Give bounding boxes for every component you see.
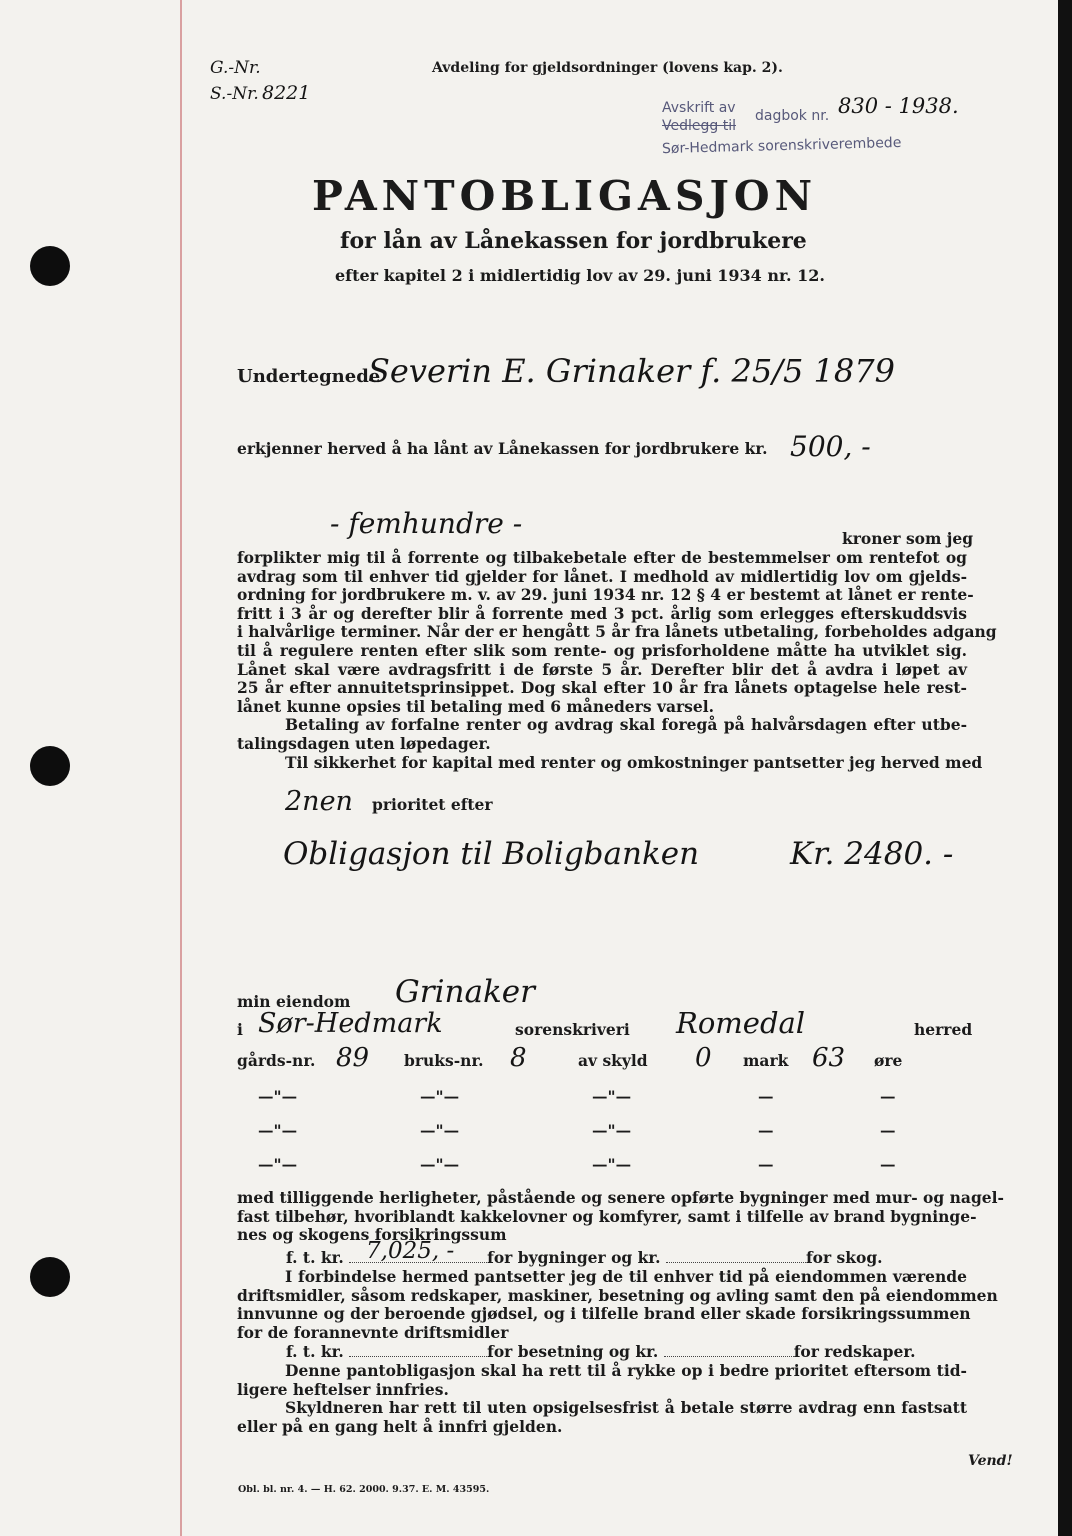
gards-value: 89 [336, 1043, 370, 1073]
ditto-mark: — [758, 1087, 774, 1106]
mark-value: 63 [812, 1043, 846, 1073]
ditto-mark: — [758, 1155, 774, 1174]
operating-line: I forbindelse hermed pantsetter jeg de til enhver tid på eiendommen værende [285, 1267, 967, 1286]
stamp-dagbok-label: dagbok nr. [755, 108, 830, 124]
property-name: Grinaker [395, 974, 535, 1010]
appurtenances-line: fast tilbehør, hvoriblandt kakkelovner og komfyrer, samt i tilfelle av brand bygninge- [237, 1206, 977, 1226]
operating-line: driftsmidler, såsom redskaper, maskiner, besetning og avling samt den på eiendommen [237, 1285, 998, 1305]
snr-value: 8221 [262, 82, 311, 104]
terms-paragraph [237, 548, 997, 772]
bruks-value: 8 [510, 1043, 527, 1073]
ditto-mark: —"— [592, 1155, 632, 1174]
terms-line: i halvårlige terminer. Når der er hengått 5 år fra lånets utbetaling, forbeholdes adgang [237, 622, 997, 642]
turn-over-note: Vend! [968, 1453, 1013, 1469]
insurance2-blank [349, 1344, 487, 1357]
insurance2-mid: for besetning og kr. [487, 1342, 659, 1361]
snr-label: S.-Nr. [210, 84, 259, 104]
kroner-text: kroner som jeg [842, 529, 974, 548]
appurtenances-line: med tilliggende herligheter, påstående og senere opførte bygninger med mur- og nagel- [237, 1188, 1004, 1207]
ditto-mark: —"— [258, 1121, 298, 1140]
insurance1-prefix: f. t. kr. [286, 1248, 344, 1267]
ditto-mark: — [880, 1087, 896, 1106]
ditto-mark: —"— [258, 1087, 298, 1106]
department-heading: Avdeling for gjeldsordninger (lovens kap. 2). [432, 60, 783, 76]
punch-hole [30, 1257, 70, 1297]
insurance1-blank2 [666, 1250, 806, 1263]
stamp-line1: Avskrift av [662, 100, 736, 116]
appurtenances-paragraph [237, 1188, 1004, 1245]
prior-amount: Kr. 2480. - [790, 836, 954, 872]
sorenskriveri-label: sorenskriveri [515, 1020, 630, 1039]
terms-line: lånet kunne opsies til betaling med 6 måneders varsel. [237, 696, 715, 716]
ditto-mark: — [880, 1155, 896, 1174]
form-number: Obl. bl. nr. 4. — H. 62. 2000. 9.37. E. M. 43595. [238, 1484, 490, 1495]
terms-line: 25 år efter annuitetsprinsippet. Dog skal efter 10 år fra lånets optagelse hele rest- [237, 678, 967, 698]
scan-edge [1058, 0, 1072, 1536]
punch-hole [30, 746, 70, 786]
ditto-mark: — [880, 1121, 896, 1140]
ditto-mark: —"— [420, 1121, 460, 1140]
payment-line: Betaling av forfalne renter og avdrag skal foregå på halvårsdagen efter utbe- [285, 715, 967, 735]
stamp-line3: Sør-Hedmark sorenskriverembede [661, 134, 902, 158]
ditto-mark: —"— [258, 1155, 298, 1174]
ore-label: øre [874, 1051, 903, 1070]
insurance2-blank2 [664, 1344, 794, 1357]
document-title: PANTOBLIGASJON [312, 172, 818, 220]
appurtenances-line: nes og skogens forsikringssum [237, 1225, 507, 1245]
operating-paragraph [237, 1267, 998, 1342]
debtor-label: Undertegnede [237, 366, 381, 387]
terms-line: forplikter mig til å forrente og tilbakebetale efter de bestemmelser om rentefot og [237, 548, 967, 567]
operating-line: for de forannevnte driftsmidler [237, 1322, 509, 1342]
priority-clause-line: ligere heftelser innfries. [237, 1379, 449, 1399]
loan-amount: 500, - [790, 430, 871, 463]
loan-amount-words: - femhundre - [330, 507, 523, 540]
ditto-mark: —"— [420, 1155, 460, 1174]
terms-line: ordning for jordbrukere m. v. av 29. juni 1934 nr. 12 § 4 er bestemt at lånet er rente- [237, 585, 974, 605]
insurance2-line [286, 1343, 916, 1362]
margin-line [180, 0, 182, 1536]
priority-number: 2nen [285, 786, 353, 817]
district-value: Sør-Hedmark [258, 1008, 443, 1039]
ditto-mark: —"— [592, 1121, 632, 1140]
payment-line: talingsdagen uten løpedager. [237, 733, 491, 753]
repay-clause-line: Skyldneren har rett til uten opsigelsesfrist å betale større avdrag enn fastsatt [285, 1398, 967, 1418]
insurance2-prefix: f. t. kr. [286, 1342, 344, 1361]
prior-debt: Obligasjon til Boligbanken [283, 836, 700, 872]
security-line: Til sikkerhet for kapital med renter og omkostninger pantsetter jeg herved med [285, 752, 983, 772]
gards-label: gårds-nr. [237, 1051, 316, 1070]
insurance1-amount: 7,025, - [366, 1238, 455, 1264]
insurance1-suffix: for skog. [805, 1248, 883, 1267]
district-prefix: i [237, 1020, 243, 1039]
punch-hole [30, 246, 70, 286]
ditto-mark: —"— [592, 1087, 632, 1106]
skyld-value: 0 [695, 1043, 712, 1073]
mark-label: mark [743, 1051, 789, 1070]
ditto-mark: —"— [420, 1087, 460, 1106]
terms-line: avdrag som til enhver tid gjelder for lånet. I medhold av midlertidig lov om gjelds- [237, 566, 967, 586]
insurance1-mid: for bygninger og kr. [487, 1248, 661, 1267]
stamp-line2: Vedlegg til [662, 118, 736, 134]
gnr-label: G.-Nr. [210, 58, 261, 78]
closing-paragraphs [237, 1362, 967, 1436]
herred-value: Romedal [676, 1006, 806, 1040]
loan-statement: erkjenner herved å ha lånt av Lånekassen for jordbrukere kr. [237, 439, 768, 458]
debtor-name: Severin E. Grinaker f. 25/5 1879 [368, 352, 895, 390]
operating-line: innvunne og der beroende gjødsel, og i tilfelle brand eller skade forsikringssummen [237, 1304, 971, 1324]
terms-line: til å regulere renten efter slik som rente- og prisforholdene måtte ha utviklet sig. [237, 640, 967, 660]
dagbok-value: 830 - 1938. [838, 94, 959, 118]
law-reference: efter kapitel 2 i midlertidig lov av 29. juni 1934 nr. 12. [335, 266, 825, 285]
priority-label: prioritet efter [372, 795, 493, 814]
bruks-label: bruks-nr. [404, 1051, 484, 1070]
property-label: min eiendom [237, 992, 351, 1011]
terms-line: fritt i 3 år og derefter blir å forrente med 3 pct. årlig som erlegges efterskuddsvis [237, 603, 967, 623]
herred-label: herred [914, 1020, 973, 1039]
repay-clause-line: eller på en gang helt å innfri gjelden. [237, 1416, 563, 1436]
terms-line: Lånet skal være avdragsfritt i de første 5 år. Derefter blir det å avdra i løpet av [237, 659, 967, 679]
skyld-label: av skyld [578, 1051, 648, 1070]
priority-clause-line: Denne pantobligasjon skal ha rett til å rykke op i bedre prioritet eftersom tid- [285, 1361, 967, 1380]
ditto-mark: — [758, 1121, 774, 1140]
document-subtitle: for lån av Lånekassen for jordbrukere [340, 228, 807, 254]
insurance2-suffix: for redskaper. [793, 1342, 916, 1361]
